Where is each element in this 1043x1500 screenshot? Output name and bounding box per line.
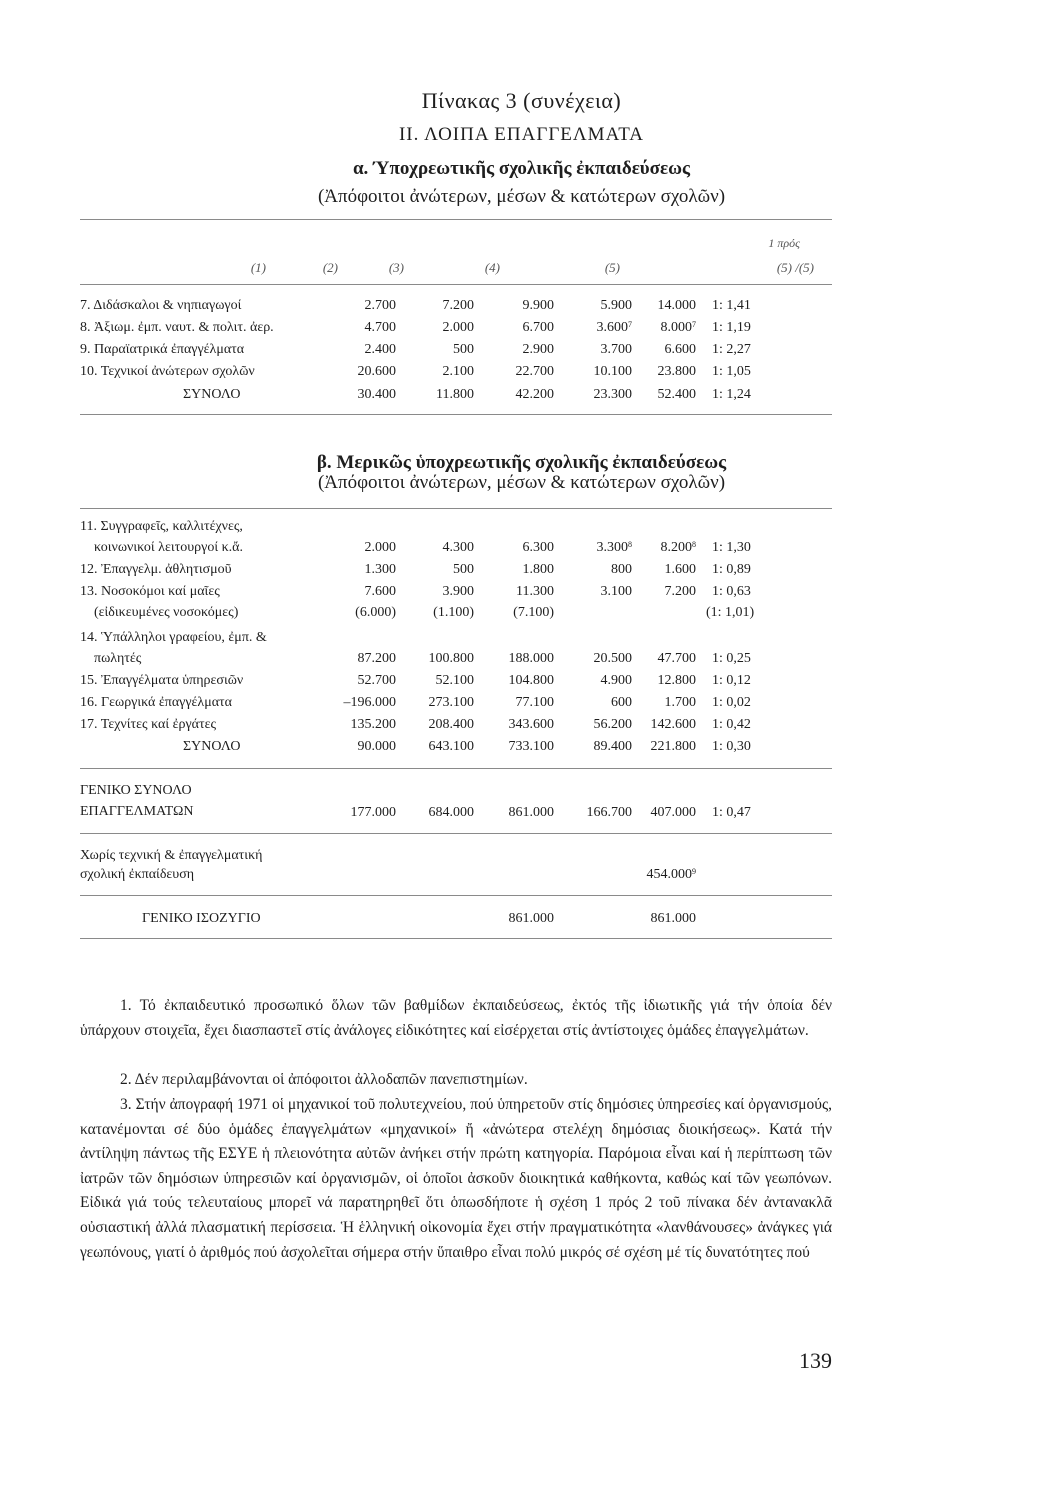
cell-value: 23.300 bbox=[593, 387, 632, 402]
cell-c1 bbox=[320, 605, 396, 621]
cell-value: 20.500 bbox=[593, 651, 632, 666]
grand-total-c1: 177.000 bbox=[350, 805, 396, 820]
cell-value: 6.700 bbox=[522, 320, 554, 335]
cell-c4 bbox=[554, 695, 632, 711]
balance-label: ΓΕΝΙΚΟ ΙΣΟΖΥΓΙΟ bbox=[142, 911, 261, 926]
cell-value: 4.300 bbox=[442, 540, 474, 555]
cell-value: 3.100 bbox=[600, 584, 632, 599]
cell-c1 bbox=[320, 320, 396, 336]
row-label-line1: 11. Συγγραφεῖς, καλλιτέχνες, bbox=[80, 519, 243, 534]
cell-value: 56.200 bbox=[593, 717, 632, 732]
footnote-ref: 9 bbox=[692, 867, 696, 876]
cell-c3 bbox=[474, 717, 554, 733]
cell-c3 bbox=[474, 540, 554, 556]
cell-c2 bbox=[396, 695, 474, 711]
cell-c5 bbox=[632, 651, 696, 667]
cell-c2 bbox=[396, 387, 474, 403]
cell-c1 bbox=[320, 584, 396, 600]
rule bbox=[80, 895, 832, 896]
cell-c3 bbox=[474, 387, 554, 403]
cell-value: 12.800 bbox=[657, 673, 696, 688]
cell-c4 bbox=[554, 298, 632, 314]
cell-c1 bbox=[320, 562, 396, 578]
grand-total-c4: 166.700 bbox=[586, 805, 632, 820]
cell-c1 bbox=[320, 717, 396, 733]
part-a-heading: α. Ύποχρεωτικῆς σχολικῆς ἐκπαιδεύσεως bbox=[352, 158, 691, 179]
cell-c4 bbox=[554, 673, 632, 689]
cell-ratio: 1: 1,19 bbox=[712, 320, 751, 335]
rule bbox=[80, 284, 832, 285]
cell-c2 bbox=[396, 717, 474, 733]
cell-value: (1.100) bbox=[433, 605, 474, 620]
cell-c3 bbox=[474, 739, 554, 755]
cell-ratio: 1: 0,25 bbox=[712, 651, 751, 666]
cell-c1 bbox=[320, 298, 396, 314]
no-training-c5 bbox=[616, 867, 696, 883]
cell-c1 bbox=[320, 387, 396, 403]
cell-value: 800 bbox=[611, 562, 632, 577]
part-b-heading: β. Μερικῶς ὑποχρεωτικῆς σχολικῆς ἐκπαιδεύσεως bbox=[316, 452, 727, 473]
cell-ratio: (1: 1,01) bbox=[706, 605, 755, 620]
cell-c3 bbox=[474, 584, 554, 600]
grand-total-label: ΓΕΝΙΚΟ ΣΥΝΟΛΟ bbox=[80, 783, 192, 798]
row-label: 16. Γεωργικά ἐπαγγέλματα bbox=[80, 695, 233, 710]
cell-c3 bbox=[474, 605, 554, 621]
cell-value: 7.600 bbox=[364, 584, 396, 599]
cell-value: 600 bbox=[611, 695, 632, 710]
cell-value: 52.700 bbox=[357, 673, 396, 688]
cell-c4 bbox=[554, 584, 632, 600]
cell-value: 343.600 bbox=[508, 717, 554, 732]
cell-c5 bbox=[632, 342, 696, 358]
cell-c1 bbox=[320, 673, 396, 689]
cell-c3 bbox=[474, 673, 554, 689]
grand-total-label-2: ΕΠΑΓΓΕΛΜΑΤΩΝ bbox=[80, 804, 194, 819]
cell-value: 2.000 bbox=[442, 320, 474, 335]
footnote-ref: 8 bbox=[628, 540, 632, 549]
cell-ratio: 1: 2,27 bbox=[712, 342, 751, 357]
cell-c4 bbox=[554, 320, 632, 336]
cell-value: 87.200 bbox=[357, 651, 396, 666]
no-training-label-2: σχολική ἐκπαίδευση bbox=[80, 867, 195, 882]
cell-value: 11.800 bbox=[436, 387, 474, 402]
row-label: κοινωνικοί λειτουργοί κ.ἄ. bbox=[94, 540, 243, 555]
cell-value: 20.600 bbox=[357, 364, 396, 379]
cell-c5 bbox=[632, 298, 696, 314]
cell-value: 1.300 bbox=[364, 562, 396, 577]
cell-c4 bbox=[554, 342, 632, 358]
cell-value: 11.300 bbox=[516, 584, 554, 599]
cell-value: (6.000) bbox=[355, 605, 396, 620]
column-header-3: (3) bbox=[388, 260, 404, 275]
cell-c3 bbox=[474, 298, 554, 314]
cell-value: 7.200 bbox=[442, 298, 474, 313]
total-row-label: ΣΥΝΟΛΟ bbox=[183, 739, 241, 754]
row-label: 12. Ἐπαγγελμ. ἀθλητισμοῦ bbox=[80, 562, 232, 577]
cell-c5 bbox=[632, 673, 696, 689]
cell-c3 bbox=[474, 320, 554, 336]
cell-value: 22.700 bbox=[515, 364, 554, 379]
cell-value: 52.100 bbox=[435, 673, 474, 688]
cell-value: 8.000 bbox=[660, 320, 692, 335]
cell-ratio: 1: 1,24 bbox=[712, 387, 751, 402]
part-a-subheading: (Ἀπόφοιτοι ἀνώτερων, μέσων & κατώτερων σχολῶν) bbox=[317, 186, 726, 207]
footnote-ref: 7 bbox=[692, 320, 696, 329]
balance-c3: 861.000 bbox=[508, 911, 554, 926]
grand-total-c2: 684.000 bbox=[428, 805, 474, 820]
cell-c4 bbox=[554, 739, 632, 755]
cell-value: 14.000 bbox=[657, 298, 696, 313]
cell-ratio: 1: 0,12 bbox=[712, 673, 751, 688]
cell-c2 bbox=[396, 320, 474, 336]
cell-value: 1.800 bbox=[522, 562, 554, 577]
cell-c1 bbox=[320, 651, 396, 667]
cell-c2 bbox=[396, 605, 474, 621]
row-label: 8. Ἀξιωμ. ἐμπ. ναυτ. & πολιτ. ἀερ. bbox=[80, 320, 274, 335]
cell-value: 77.100 bbox=[515, 695, 554, 710]
row-label: πωλητές bbox=[94, 651, 142, 666]
cell-c5 bbox=[632, 562, 696, 578]
cell-value: 23.800 bbox=[657, 364, 696, 379]
cell-c5 bbox=[632, 584, 696, 600]
cell-value: 2.900 bbox=[522, 342, 554, 357]
cell-value: 3.700 bbox=[600, 342, 632, 357]
column-header-5: (5) bbox=[604, 260, 620, 275]
cell-value: 104.800 bbox=[508, 673, 554, 688]
cell-value: 30.400 bbox=[357, 387, 396, 402]
cell-value: 208.400 bbox=[428, 717, 474, 732]
rule bbox=[80, 938, 832, 939]
cell-value: 2.700 bbox=[364, 298, 396, 313]
cell-value: 6.300 bbox=[522, 540, 554, 555]
column-header-1: (1) bbox=[250, 260, 266, 275]
cell-value: 3.300 bbox=[596, 540, 628, 555]
column-header-4: (4) bbox=[484, 260, 500, 275]
cell-c2 bbox=[396, 364, 474, 380]
cell-value: (7.100) bbox=[513, 605, 554, 620]
cell-c2 bbox=[396, 739, 474, 755]
cell-c5 bbox=[632, 717, 696, 733]
no-training-value: 454.000 bbox=[646, 867, 692, 882]
cell-c3 bbox=[474, 695, 554, 711]
cell-c5 bbox=[632, 320, 696, 336]
footnote-ref: 7 bbox=[628, 320, 632, 329]
cell-c2 bbox=[396, 562, 474, 578]
row-label: 7. Διδάσκαλοι & νηπιαγωγοί bbox=[80, 298, 242, 313]
cell-value: –196.000 bbox=[343, 695, 396, 710]
cell-value: 188.000 bbox=[508, 651, 554, 666]
cell-value: 135.200 bbox=[350, 717, 396, 732]
cell-c2 bbox=[396, 342, 474, 358]
cell-value: 2.100 bbox=[442, 364, 474, 379]
section-title: ΙΙ. ΛΟΙΠΑ ΕΠΑΓΓΕΛΜΑΤΑ bbox=[398, 124, 645, 145]
cell-value: 9.900 bbox=[522, 298, 554, 313]
table-title: Πίνακας 3 (συνέχεια) bbox=[421, 88, 622, 113]
rule bbox=[80, 219, 832, 220]
cell-value: 643.100 bbox=[428, 739, 474, 754]
row-label: 15. Ἐπαγγέλματα ὑπηρεσιῶν bbox=[80, 673, 244, 688]
grand-total-ratio: 1: 0,47 bbox=[712, 805, 751, 820]
cell-c2 bbox=[396, 651, 474, 667]
cell-value: 5.900 bbox=[600, 298, 632, 313]
cell-value: 6.600 bbox=[664, 342, 696, 357]
cell-value: 221.800 bbox=[650, 739, 696, 754]
cell-value: 47.700 bbox=[657, 651, 696, 666]
note-1: 1. Τό ἐκπαιδευτικό προσωπικό ὅλων τῶν βαθμίδων ἐκπαιδεύσεως, ἐκτός τῆς ἰδιωτικῆς γιά τήν ὁποία δέν ὑπάρχουν στοιχεῖα, ἔχει διασπαστεῖ στίς ἀνάλογες εἰδικότητες καί εἰσέρχεται στίς ἀντίστοιχες ὁμάδες ἐπαγγελμάτων. bbox=[80, 997, 832, 1039]
cell-ratio: 1: 0,42 bbox=[712, 717, 751, 732]
cell-value: 733.100 bbox=[508, 739, 554, 754]
cell-ratio: 1: 1,05 bbox=[712, 364, 751, 379]
cell-ratio: 1: 0,63 bbox=[712, 584, 751, 599]
cell-c2 bbox=[396, 673, 474, 689]
rule bbox=[80, 833, 832, 834]
cell-value: 4.900 bbox=[600, 673, 632, 688]
cell-c3 bbox=[474, 364, 554, 380]
column-header-2: (2) bbox=[322, 260, 338, 275]
cell-c4 bbox=[554, 364, 632, 380]
cell-c1 bbox=[320, 342, 396, 358]
grand-total-c5: 407.000 bbox=[650, 805, 696, 820]
rule bbox=[80, 508, 832, 509]
cell-c3 bbox=[474, 342, 554, 358]
cell-c4 bbox=[554, 540, 632, 556]
cell-ratio: 1: 0,02 bbox=[712, 695, 751, 710]
cell-value: 500 bbox=[453, 562, 474, 577]
cell-c4 bbox=[554, 717, 632, 733]
cell-value: 89.400 bbox=[593, 739, 632, 754]
cell-value: 90.000 bbox=[357, 739, 396, 754]
cell-ratio: 1: 1,30 bbox=[712, 540, 751, 555]
cell-ratio: 1: 0,30 bbox=[712, 739, 751, 754]
cell-c5 bbox=[632, 364, 696, 380]
row-label: 17. Τεχνίτες καί ἐργάτες bbox=[80, 717, 217, 732]
cell-ratio: 1: 1,41 bbox=[712, 298, 751, 313]
cell-c3 bbox=[474, 562, 554, 578]
grand-total-c3: 861.000 bbox=[508, 805, 554, 820]
cell-value: 142.600 bbox=[650, 717, 696, 732]
cell-c4 bbox=[554, 387, 632, 403]
rule bbox=[80, 768, 832, 769]
cell-c1 bbox=[320, 540, 396, 556]
cell-value: 1.600 bbox=[664, 562, 696, 577]
rule bbox=[80, 414, 832, 415]
page-number: 139 bbox=[799, 1348, 832, 1373]
cell-value: 1.700 bbox=[664, 695, 696, 710]
total-row-label: ΣΥΝΟΛΟ bbox=[183, 387, 241, 402]
cell-value: 2.400 bbox=[364, 342, 396, 357]
cell-value: 7.200 bbox=[664, 584, 696, 599]
cell-value: 3.900 bbox=[442, 584, 474, 599]
note-3: 3. Στήν ἀπογραφή 1971 οἱ μηχανικοί τοῦ πολυτεχνείου, πού ὑπηρετοῦν στίς δημόσιες ὑπηρεσίες καί ὀργανισμούς, κατανέμονται σέ δύο ὁμάδες ἐπαγγελμάτων «μηχανικοί» ἤ «ἀνώτερα στελέχη δημόσιας διοικήσεως». Κατά τήν ἀντίληψη πάντως τῆς ΕΣΥΕ ἡ πλειονότητα αὐτῶν ἀνήκει στήν πρώτη κατηγορία. Παρόμοια εἶναι καί ἡ περίπτωση τῶν ἰατρῶν τῶν δημόσιων ὑπηρεσιῶν καί ὀργανισμῶν, οἱ ὁποῖοι ἀσκοῦν διοικητικά καθήκοντα, καθώς καί τῶν γεωπόνων. Εἰδικά γιά τούς τελευταίους μπορεῖ νά παρατηρηθεῖ ὅτι ὁπωσδήποτε ἡ σχέση 1 πρός 2 τοῦ πίνακα δέν ἀντανακλᾶ οὐσιαστική ἀλλά πλασματική περίσσεια. Ἡ ἑλληνική οἰκονομία ἔχει στήν πραγματικότητα «λανθάνουσες» ἀνάγκες γιά γεωπόνους, γιατί ὁ ἀριθμός πού ἀσχολεῖται σήμερα στήν ὕπαιθρο εἶναι πολύ μικρός σέ σχέση μέ τίς δυνατότητες πού bbox=[80, 1096, 832, 1261]
cell-c5 bbox=[632, 695, 696, 711]
cell-value: 10.100 bbox=[593, 364, 632, 379]
cell-value: 8.200 bbox=[660, 540, 692, 555]
cell-c5 bbox=[632, 540, 696, 556]
cell-c1 bbox=[320, 739, 396, 755]
ratio-header: 1 πρός bbox=[768, 236, 800, 250]
cell-value: 3.600 bbox=[596, 320, 628, 335]
cell-value: 2.000 bbox=[364, 540, 396, 555]
cell-c2 bbox=[396, 540, 474, 556]
cell-c2 bbox=[396, 298, 474, 314]
cell-c4 bbox=[554, 651, 632, 667]
cell-value: 273.100 bbox=[428, 695, 474, 710]
row-label: 10. Τεχνικοί ἀνώτερων σχολῶν bbox=[80, 364, 255, 379]
row-label: 9. Παραϊατρικά ἐπαγγέλματα bbox=[80, 342, 245, 357]
cell-value: 4.700 bbox=[364, 320, 396, 335]
cell-value: 52.400 bbox=[657, 387, 696, 402]
cell-c2 bbox=[396, 584, 474, 600]
part-b-subheading: (Ἀπόφοιτοι ἀνώτερων, μέσων & κατώτερων σχολῶν) bbox=[317, 472, 726, 493]
cell-c5 bbox=[632, 387, 696, 403]
balance-c5: 861.000 bbox=[650, 911, 696, 926]
cell-c4 bbox=[554, 562, 632, 578]
cell-c5 bbox=[632, 739, 696, 755]
row-label: 13. Νοσοκόμοι καί μαῖες bbox=[80, 584, 220, 599]
cell-value: 100.800 bbox=[428, 651, 474, 666]
cell-c1 bbox=[320, 695, 396, 711]
cell-c1 bbox=[320, 364, 396, 380]
cell-c3 bbox=[474, 651, 554, 667]
row-label: (εἰδικευμένες νοσοκόμες) bbox=[94, 605, 239, 620]
column-header-ratio: (5) /(5) bbox=[776, 260, 814, 275]
note-2: 2. Δέν περιλαμβάνονται οἱ ἀπόφοιτοι ἀλλοδαπῶν πανεπιστημίων. bbox=[120, 1071, 528, 1088]
footnote-ref: 8 bbox=[692, 540, 696, 549]
no-training-label: Χωρίς τεχνική & ἐπαγγελματική bbox=[80, 848, 263, 863]
cell-ratio: 1: 0,89 bbox=[712, 562, 751, 577]
cell-value: 500 bbox=[453, 342, 474, 357]
row-label-line1: 14. Ὑπάλληλοι γραφείου, ἐμπ. & bbox=[80, 630, 267, 645]
cell-value: 42.200 bbox=[515, 387, 554, 402]
